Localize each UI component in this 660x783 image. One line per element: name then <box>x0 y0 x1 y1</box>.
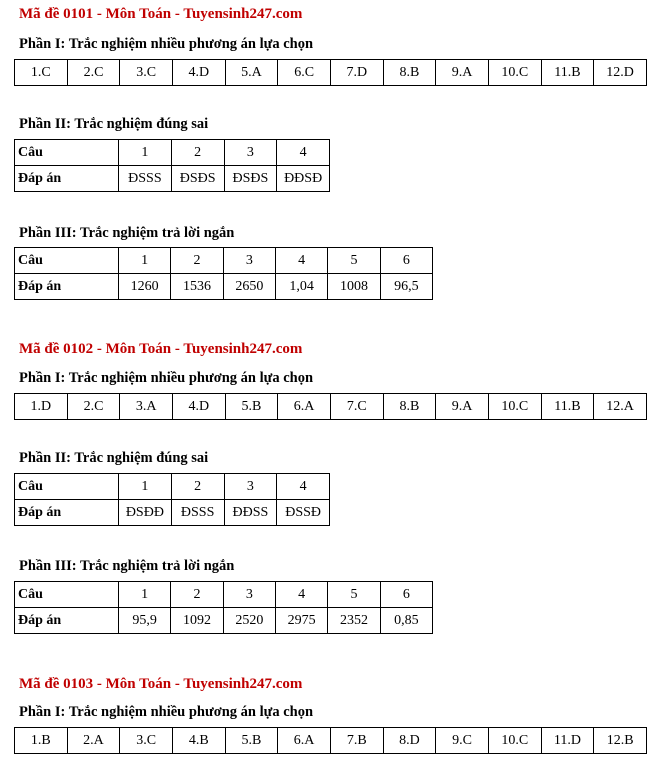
answer-cell: 3.C <box>120 728 173 754</box>
answer-cell: ĐSSS <box>171 500 224 526</box>
table-row <box>15 474 330 500</box>
answer-cell: 0,85 <box>380 608 432 634</box>
answer-cell: 6.A <box>278 394 331 420</box>
answer-cell: 2.C <box>67 60 120 86</box>
answer-cell: 3.A <box>120 394 173 420</box>
row-label: Đáp án <box>15 608 119 634</box>
row-label: Câu <box>15 474 119 500</box>
answer-cell: 8.B <box>383 394 436 420</box>
question-cell: 3 <box>224 140 277 166</box>
part3-title-0102: Phần III: Trắc nghiệm trả lời ngắn <box>19 558 235 574</box>
answer-cell: 2975 <box>275 608 327 634</box>
answer-cell: 6.C <box>278 60 331 86</box>
question-cell: 4 <box>277 140 330 166</box>
row-label: Câu <box>15 248 119 274</box>
answer-cell: ĐSSĐ <box>277 500 330 526</box>
answer-cell: 1536 <box>171 274 223 300</box>
answer-cell: 7.B <box>330 728 383 754</box>
answer-cell: 2.C <box>67 394 120 420</box>
part3-title-0101: Phần III: Trắc nghiệm trả lời ngắn <box>19 225 235 241</box>
answer-cell: 4.B <box>172 728 225 754</box>
question-cell: 2 <box>171 474 224 500</box>
question-cell: 5 <box>328 582 380 608</box>
answer-cell: 10.C <box>488 394 541 420</box>
part2-table-0101 <box>14 139 330 192</box>
answer-cell: 9.C <box>436 728 489 754</box>
row-label: Đáp án <box>15 500 119 526</box>
answer-cell: 1008 <box>328 274 380 300</box>
answer-cell: ĐĐSS <box>224 500 277 526</box>
row-label: Câu <box>15 140 119 166</box>
question-cell: 1 <box>119 248 171 274</box>
answer-cell: ĐĐSĐ <box>277 166 330 192</box>
answer-cell: 10.C <box>488 60 541 86</box>
question-cell: 2 <box>171 140 224 166</box>
answer-cell: 1,04 <box>275 274 327 300</box>
row-label: Đáp án <box>15 166 119 192</box>
table-row <box>15 248 433 274</box>
answer-cell: 7.C <box>330 394 383 420</box>
answer-cell: 1092 <box>171 608 223 634</box>
section-title-0102: Mã đề 0102 - Môn Toán - Tuyensinh247.com <box>19 341 303 357</box>
answer-cell: 8.B <box>383 60 436 86</box>
table-row <box>15 728 647 754</box>
answer-cell: 12.D <box>594 60 647 86</box>
question-cell: 4 <box>275 582 327 608</box>
answer-cell: ĐSĐS <box>171 166 224 192</box>
table-row <box>15 608 433 634</box>
answer-cell: 96,5 <box>380 274 432 300</box>
answer-cell: 5.B <box>225 394 278 420</box>
question-cell: 6 <box>380 582 432 608</box>
answer-cell: 11.D <box>541 728 594 754</box>
question-cell: 1 <box>119 474 172 500</box>
question-cell: 3 <box>224 474 277 500</box>
question-cell: 4 <box>277 474 330 500</box>
answer-cell: 5.A <box>225 60 278 86</box>
question-cell: 2 <box>171 582 223 608</box>
part2-title-0101: Phần II: Trắc nghiệm đúng sai <box>19 116 209 132</box>
answer-cell: 7.D <box>330 60 383 86</box>
row-label: Đáp án <box>15 274 119 300</box>
answer-cell: 2.A <box>67 728 120 754</box>
answer-cell: 4.D <box>172 394 225 420</box>
answer-cell: 6.A <box>278 728 331 754</box>
question-cell: 1 <box>119 582 171 608</box>
answer-cell: 1.B <box>15 728 68 754</box>
answer-cell: 12.B <box>594 728 647 754</box>
part3-table-0102 <box>14 581 433 634</box>
question-cell: 3 <box>223 582 275 608</box>
part1-title-0102: Phần I: Trắc nghiệm nhiều phương án lựa chọn <box>19 370 314 386</box>
table-row <box>15 166 330 192</box>
answer-cell: 2520 <box>223 608 275 634</box>
question-cell: 4 <box>275 248 327 274</box>
answer-cell: 1.D <box>15 394 68 420</box>
answer-cell: 9.A <box>436 394 489 420</box>
table-row <box>15 274 433 300</box>
question-cell: 2 <box>171 248 223 274</box>
answer-cell: 4.D <box>172 60 225 86</box>
answer-cell: 1260 <box>119 274 171 300</box>
question-cell: 1 <box>119 140 172 166</box>
answer-cell: 95,9 <box>119 608 171 634</box>
question-cell: 5 <box>328 248 380 274</box>
part1-table-0102 <box>14 393 647 420</box>
table-row <box>15 394 647 420</box>
answer-cell: 3.C <box>120 60 173 86</box>
table-row <box>15 140 330 166</box>
section-title-0103: Mã đề 0103 - Môn Toán - Tuyensinh247.com <box>19 676 303 692</box>
answer-cell: 2650 <box>223 274 275 300</box>
part1-table-0101 <box>14 59 647 86</box>
table-row <box>15 500 330 526</box>
answer-cell: 1.C <box>15 60 68 86</box>
part1-title-0103: Phần I: Trắc nghiệm nhiều phương án lựa chọn <box>19 704 314 720</box>
table-row <box>15 60 647 86</box>
part2-table-0102 <box>14 473 330 526</box>
answer-cell: 12.A <box>594 394 647 420</box>
answer-cell: 8.D <box>383 728 436 754</box>
answer-cell: ĐSSS <box>119 166 172 192</box>
answer-cell: 11.B <box>541 394 594 420</box>
question-cell: 6 <box>380 248 432 274</box>
row-label: Câu <box>15 582 119 608</box>
part1-table-0103 <box>14 727 647 754</box>
section-title-0101: Mã đề 0101 - Môn Toán - Tuyensinh247.com <box>19 6 303 22</box>
answer-cell: ĐSĐĐ <box>119 500 172 526</box>
table-row <box>15 582 433 608</box>
answer-cell: 11.B <box>541 60 594 86</box>
answer-cell: ĐSĐS <box>224 166 277 192</box>
part3-table-0101 <box>14 247 433 300</box>
answer-cell: 2352 <box>328 608 380 634</box>
part2-title-0102: Phần II: Trắc nghiệm đúng sai <box>19 450 209 466</box>
answer-cell: 5.B <box>225 728 278 754</box>
answer-cell: 9.A <box>436 60 489 86</box>
question-cell: 3 <box>223 248 275 274</box>
answer-cell: 10.C <box>488 728 541 754</box>
part1-title-0101: Phần I: Trắc nghiệm nhiều phương án lựa chọn <box>19 36 314 52</box>
